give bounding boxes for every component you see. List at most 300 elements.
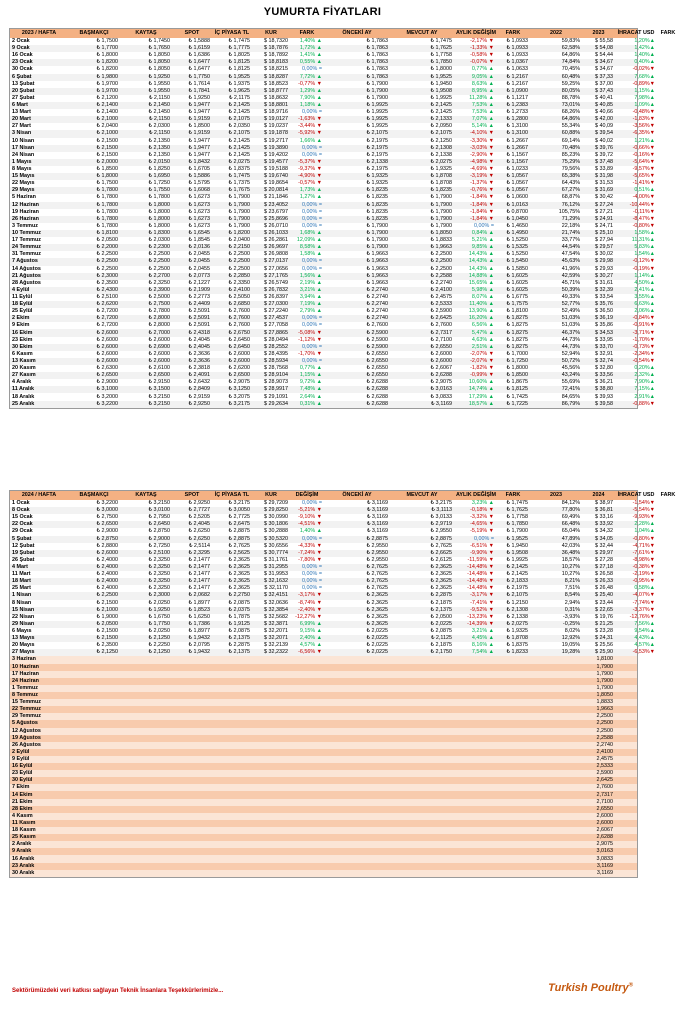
trend-icon: ▲ [488, 649, 494, 656]
week-label: 5 Haziran [12, 194, 36, 201]
prev-month-cell: ₺ 2,1075 [366, 130, 388, 137]
week-label: 6 Mart [12, 102, 28, 109]
monthly-change-cell [454, 351, 496, 358]
trend-icon: ▲ [488, 244, 494, 251]
export-change-cell [615, 223, 657, 230]
export-usd-cell: $ 33,89 [595, 166, 613, 173]
price-cell: ₺ 2,1500 [96, 628, 118, 635]
table-row [10, 642, 655, 649]
price-cell: ₺ 2,0375 [228, 606, 250, 613]
trend-icon: ▼ [488, 542, 494, 549]
price-cell: ₺ 1,9477 [188, 151, 210, 158]
year-diff-cell: 52,77% [561, 301, 580, 308]
trend-icon: = [318, 564, 322, 571]
export-change-value: 1,15% [634, 87, 650, 94]
table-row [10, 556, 655, 564]
monthly-change-cell [454, 223, 496, 230]
export-change-value: -7,74% [632, 599, 650, 606]
price-cell: ₺ 1,8200 [228, 230, 250, 236]
price-cell: ₺ 2,7725 [228, 514, 250, 521]
week-label: 2 Eylül [12, 748, 30, 755]
table-row [10, 393, 655, 400]
price-cell: ₺ 2,2500 [228, 251, 250, 258]
price-cell: $ 26,7832 [264, 286, 288, 293]
price-cell: ₺ 2,6450 [148, 521, 170, 528]
change-value: -0,77% [298, 80, 316, 87]
change-value: 2,79% [299, 308, 316, 315]
change-cell [290, 123, 324, 130]
prev-month-cell: ₺ 2,2740 [366, 315, 388, 322]
price-cell: ₺ 2,6000 [96, 357, 118, 364]
change-cell [290, 38, 324, 45]
cur-month-cell: ₺ 3,1113 [431, 507, 452, 514]
change-value: -6,56% [298, 649, 316, 656]
table-row [10, 507, 655, 514]
price-cell: ₺ 2,2500 [148, 265, 170, 272]
prev-year-cell: ₺ 1,7000 [506, 350, 528, 357]
prev-year-cell: 2,2500 [596, 713, 613, 720]
monthly-change-cell [454, 649, 496, 656]
export-change-value: -9,93% [632, 514, 650, 521]
export-change-value: 1,54% [634, 251, 650, 258]
year-diff-cell: 80,05% [561, 87, 580, 94]
week-label: 15 Nisan [12, 606, 35, 613]
export-change-value: 0,40% [634, 59, 650, 66]
prev-year-cell: 1,8833 [596, 699, 613, 706]
prev-year-cell: 3,1169 [596, 869, 613, 876]
week-label: 4 Eylül [12, 286, 30, 293]
trend-icon: ▼ [316, 514, 322, 521]
table-row [10, 38, 655, 45]
price-cell: $ 32,3854 [264, 606, 288, 613]
export-usd-cell: $ 39,93 [595, 393, 613, 400]
monthly-change-value: 18,57% [468, 400, 488, 407]
price-cell: ₺ 2,1200 [96, 94, 118, 101]
export-change-cell [615, 543, 657, 550]
year-diff-cell: 71,29% [561, 215, 580, 222]
trend-icon: ▲ [488, 642, 494, 649]
export-usd-cell: $ 34,67 [595, 66, 613, 73]
price-cell: ₺ 2,4100 [228, 286, 250, 293]
trend-icon: ▼ [649, 173, 655, 180]
price-cell: $ 19,0237 [264, 123, 288, 130]
monthly-change-cell [454, 237, 496, 244]
table-row [10, 372, 655, 379]
cur-month-cell: ₺ 2,2500 [430, 258, 452, 265]
price-cell: $ 26,5749 [264, 279, 288, 286]
prev-year-cell: ₺ 1,9525 [506, 535, 528, 542]
price-cell: ₺ 2,6432 [188, 379, 210, 386]
week-label: 27 Şubat [12, 94, 35, 101]
price-cell: ₺ 1,8977 [188, 628, 210, 635]
price-cell: ₺ 2,1350 [148, 137, 170, 144]
column-header: 2022 [550, 30, 562, 36]
price-cell: ₺ 2,1425 [228, 102, 250, 109]
trend-icon: ▲ [488, 336, 494, 343]
future-row [10, 678, 637, 685]
prev-month-cell: ₺ 1,9663 [366, 272, 388, 279]
prev-month-cell: ₺ 2,7625 [366, 585, 388, 592]
monthly-change-value: -0,18% [470, 507, 488, 514]
price-cell: ₺ 2,1477 [188, 585, 210, 592]
year-diff-cell: 8,54% [564, 592, 580, 599]
cur-month-cell: ₺ 2,2500 [430, 265, 452, 272]
prev-year-cell: ₺ 1,0567 [506, 180, 528, 187]
price-cell: ₺ 1,8523 [188, 606, 210, 613]
trend-icon: ▼ [488, 180, 494, 187]
price-cell: $ 32,0636 [264, 599, 288, 606]
trend-icon: ▲ [316, 365, 322, 372]
price-cell: ₺ 2,1350 [148, 151, 170, 158]
price-cell: ₺ 2,6000 [148, 357, 170, 364]
price-cell: ₺ 1,7800 [96, 208, 118, 215]
monthly-change-value: 0,77% [471, 66, 488, 73]
trend-icon: ▼ [316, 350, 322, 357]
prev-month-cell: ₺ 1,9663 [366, 265, 388, 272]
change-cell [290, 187, 324, 194]
change-value: 0,00% [302, 151, 318, 158]
export-change-value: 1,40% [634, 52, 650, 59]
trend-icon: = [318, 208, 322, 215]
export-change-cell [615, 351, 657, 358]
price-cell: ₺ 2,6500 [96, 521, 118, 528]
trend-icon: = [318, 215, 322, 222]
year-diff-cell: 64,86% [561, 52, 580, 59]
table-row [10, 528, 655, 535]
export-change-cell [615, 528, 657, 535]
price-cell: ₺ 2,7200 [96, 308, 118, 315]
cur-month-cell: ₺ 2,1250 [430, 137, 452, 144]
price-cell: ₺ 2,3636 [188, 357, 210, 364]
cur-month-cell: ₺ 2,6550 [430, 343, 452, 350]
price-cell: ₺ 1,9477 [188, 137, 210, 144]
export-change-value: -5,65% [632, 173, 650, 180]
change-cell [290, 95, 324, 102]
export-change-cell [615, 251, 657, 258]
week-label: 13 Şubat [12, 80, 35, 87]
monthly-change-value: -1,82% [470, 365, 488, 372]
trend-icon: ▲ [316, 301, 322, 308]
prev-year-cell: 2,6425 [596, 777, 613, 784]
table-row [10, 336, 655, 344]
prev-year-cell: ₺ 1,1567 [506, 158, 528, 165]
prev-year-cell: ₺ 1,2667 [506, 137, 528, 144]
price-cell: ₺ 1,9477 [188, 144, 210, 151]
year-diff-cell: 76,12% [561, 201, 580, 208]
export-change-value: -4,07% [632, 592, 650, 599]
year-diff-cell: 68,26% [561, 109, 580, 116]
export-change-cell [615, 358, 657, 365]
table-row [10, 187, 655, 194]
table-row [10, 549, 655, 557]
export-usd-cell: $ 32,80 [595, 365, 613, 372]
price-cell: ₺ 1,7775 [228, 45, 250, 52]
price-cell: $ 29,1091 [264, 393, 288, 400]
price-cell: ₺ 1,6273 [188, 215, 210, 222]
price-cell: $ 32,2071 [264, 635, 288, 642]
week-label: 20 Mayıs [12, 642, 35, 649]
week-label: 30 Ekim [12, 343, 33, 350]
price-cell: ₺ 2,0500 [96, 237, 118, 244]
week-label: 22 Nisan [12, 613, 35, 620]
monthly-change-cell [454, 180, 496, 187]
cur-month-cell: ₺ 1,9925 [430, 94, 452, 101]
export-usd-cell: $ 26,33 [595, 578, 613, 585]
week-label: 29 Mayıs [12, 187, 35, 194]
week-label: 31 Temmuz [12, 251, 41, 258]
price-cell: ₺ 2,1150 [148, 116, 170, 123]
export-change-cell [615, 187, 657, 194]
prev-year-cell: ₺ 1,2800 [506, 116, 528, 123]
export-change-value: 0,20% [634, 365, 650, 372]
table-row [10, 343, 655, 351]
trend-icon: ▲ [488, 635, 494, 642]
prev-month-cell: ₺ 1,8235 [366, 208, 388, 215]
export-change-value: -0,91% [632, 322, 650, 329]
week-label: 8 Ocak [12, 507, 30, 514]
price-cell: ₺ 2,4300 [96, 286, 118, 293]
price-cell: ₺ 2,7600 [228, 315, 250, 322]
price-cell: ₺ 2,1477 [188, 571, 210, 578]
cur-month-cell: ₺ 2,0275 [430, 158, 452, 165]
prev-year-cell: 2,5333 [596, 763, 613, 770]
monthly-change-value: -1,84% [470, 215, 488, 222]
prev-year-cell: 2,4575 [596, 755, 613, 762]
monthly-change-cell [454, 45, 496, 52]
year-diff-cell: 7,51% [564, 585, 580, 592]
trend-icon: ▼ [488, 571, 494, 578]
change-value: -4,90% [298, 173, 316, 180]
trend-icon: ▼ [488, 350, 494, 357]
table-row [10, 45, 655, 52]
year-diff-cell: 73,01% [561, 102, 580, 109]
column-header: FARK [660, 30, 676, 36]
price-cell: ₺ 2,0136 [188, 244, 210, 251]
table-row [10, 592, 655, 599]
trend-icon: ▼ [488, 528, 494, 535]
export-usd-cell: $ 54,44 [595, 52, 613, 59]
price-cell: $ 28,9073 [264, 379, 288, 386]
price-cell: ₺ 2,1175 [228, 94, 250, 101]
trend-icon: ▼ [649, 322, 655, 329]
prev-year-cell: ₺ 1,5850 [506, 265, 528, 272]
export-change-cell [615, 330, 657, 337]
export-change-cell [615, 564, 657, 571]
cur-month-cell: ₺ 2,2500 [430, 251, 452, 258]
trend-icon: ▼ [649, 180, 655, 187]
export-usd-cell: $ 23,28 [595, 628, 613, 635]
trend-icon: ▼ [488, 585, 494, 592]
price-cell: ₺ 1,7750 [148, 620, 170, 627]
price-cell: ₺ 3,2200 [96, 400, 118, 407]
change-cell [290, 351, 324, 358]
trend-icon: ▲ [316, 393, 322, 400]
price-cell: ₺ 1,7475 [228, 38, 250, 45]
prev-month-cell: ₺ 2,2740 [366, 308, 388, 315]
price-cell: ₺ 2,1425 [228, 151, 250, 158]
price-cell: ₺ 1,6068 [188, 187, 210, 194]
column-header: BAŞMAKÇI [79, 492, 109, 498]
year-diff-cell: 66,48% [561, 521, 580, 528]
monthly-change-cell [454, 280, 496, 287]
export-change-cell [615, 578, 657, 585]
trend-icon: ▼ [488, 59, 494, 66]
trend-icon: ▲ [488, 343, 494, 350]
table-row [10, 521, 655, 528]
export-usd-cell: $ 40,85 [595, 102, 613, 109]
trend-icon: ▲ [316, 102, 322, 109]
price-cell: ₺ 2,2000 [96, 244, 118, 251]
export-change-cell [615, 180, 657, 187]
trend-icon: ▼ [649, 130, 655, 137]
column-header: AYLIK DEĞİŞİM [456, 30, 496, 36]
cur-month-cell: ₺ 2,6425 [430, 315, 452, 322]
trend-icon: ▼ [316, 80, 322, 87]
prev-month-cell: ₺ 3,1169 [366, 500, 388, 507]
week-label: 16 Ekim [12, 329, 33, 336]
table-row [10, 230, 655, 237]
table-row [10, 308, 655, 315]
trend-icon: ▲ [316, 293, 322, 300]
price-cell: ₺ 1,7800 [96, 201, 118, 208]
price-cell: $ 27,0137 [264, 258, 288, 265]
trend-icon: ▼ [316, 166, 322, 173]
table-row [10, 613, 655, 621]
export-change-cell [615, 95, 657, 102]
change-cell [290, 514, 324, 521]
prev-month-cell: ₺ 2,6288 [366, 379, 388, 386]
cur-month-cell: ₺ 1,8050 [430, 230, 452, 236]
prev-year-cell: ₺ 2,0275 [506, 620, 528, 627]
export-change-value: 3,55% [634, 293, 650, 300]
trend-icon: ▼ [316, 599, 322, 606]
export-usd-cell: $ 35,86 [595, 322, 613, 329]
price-cell: ₺ 2,6500 [228, 372, 250, 379]
year-diff-cell: 69,14% [561, 137, 580, 144]
price-cell: ₺ 2,1425 [228, 144, 250, 151]
future-row [10, 784, 637, 791]
price-cell: ₺ 2,9000 [96, 528, 118, 535]
trend-icon: ▲ [649, 230, 655, 236]
price-cell: ₺ 2,8000 [148, 322, 170, 329]
year-diff-cell: 44,73% [561, 336, 580, 343]
prev-year-cell: ₺ 1,5250 [506, 237, 528, 244]
table-row [10, 222, 655, 230]
change-value: 4,57% [299, 642, 316, 649]
year-diff-cell: 42,59% [561, 272, 580, 279]
cur-month-cell: ₺ 3,1169 [430, 400, 452, 407]
price-cell: $ 32,2322 [264, 649, 288, 656]
cur-month-cell: ₺ 2,6288 [430, 372, 452, 379]
price-cell: $ 20,0814 [264, 187, 288, 194]
change-cell [290, 372, 324, 379]
change-value: 1,40% [299, 528, 316, 535]
price-cell: ₺ 2,1000 [96, 606, 118, 613]
table-row [10, 116, 655, 123]
week-label: 14 Ağustos [12, 265, 41, 272]
price-cell: ₺ 2,2500 [96, 258, 118, 265]
prev-year-cell: ₺ 1,6025 [506, 272, 528, 279]
week-label: 28 Ekim [12, 805, 33, 812]
price-cell: ₺ 3,1000 [96, 386, 118, 393]
export-usd-cell: $ 38,80 [595, 386, 613, 393]
prev-month-cell: ₺ 2,6550 [366, 357, 388, 364]
prev-year-cell: ₺ 1,6025 [506, 286, 528, 293]
future-row [10, 848, 637, 855]
cur-month-cell: ₺ 1,8235 [430, 187, 452, 194]
year-diff-cell: 68,87% [561, 194, 580, 201]
future-row [10, 735, 637, 742]
export-change-cell [615, 123, 657, 130]
export-change-cell [615, 308, 657, 315]
price-cell: $ 18,8183 [264, 59, 288, 66]
change-cell [290, 152, 324, 159]
change-cell [290, 116, 324, 123]
export-usd-cell: $ 29,93 [595, 265, 613, 272]
prev-month-cell: ₺ 2,7600 [366, 322, 388, 329]
year-diff-cell: 33,77% [561, 237, 580, 244]
year-diff-cell: 105,75% [558, 208, 580, 215]
export-usd-cell: $ 40,02 [595, 137, 613, 144]
prev-month-cell: ₺ 1,9925 [366, 123, 388, 130]
prev-year-cell: 2,2740 [596, 741, 613, 748]
prev-year-cell: ₺ 1,7225 [506, 400, 528, 407]
monthly-change-cell [454, 52, 496, 59]
trend-icon: ▼ [649, 514, 655, 521]
cur-month-cell: ₺ 1,7475 [430, 38, 452, 45]
monthly-change-value: -2,07% [470, 357, 488, 364]
table-row [10, 80, 655, 88]
trend-icon: ▼ [649, 400, 655, 407]
export-change-value: 6,63% [634, 301, 650, 308]
monthly-change-cell [454, 500, 496, 507]
trend-icon: ▲ [649, 386, 655, 393]
trend-icon: ▼ [649, 350, 655, 357]
change-value: -4,33% [298, 542, 316, 549]
monthly-change-cell [454, 138, 496, 145]
export-usd-cell: $ 31,61 [595, 279, 613, 286]
trend-icon: ▲ [649, 102, 655, 109]
price-cell: $ 27,0656 [264, 265, 288, 272]
export-change-cell [615, 74, 657, 81]
week-label: 26 Şubat [12, 556, 35, 563]
price-cell: ₺ 1,9159 [188, 130, 210, 137]
table-row [10, 258, 655, 265]
column-header: 2024 / HAFTA [21, 492, 57, 498]
change-cell [290, 528, 324, 535]
prev-year-cell: ₺ 1,4950 [506, 230, 528, 236]
export-change-value: -4,00% [632, 194, 650, 201]
price-cell: ₺ 1,9700 [96, 80, 118, 87]
trend-icon: ▼ [649, 158, 655, 165]
cur-month-cell: ₺ 1,7900 [430, 222, 452, 229]
prev-year-cell: ₺ 1,0567 [506, 187, 528, 194]
trend-icon: ▼ [649, 507, 655, 514]
year-diff-cell: 59,83% [561, 38, 580, 45]
prev-year-cell: ₺ 1,7575 [506, 301, 528, 308]
year-diff-cell: 2,94% [564, 599, 580, 606]
export-change-value: -0,12% [632, 258, 650, 265]
prev-year-cell: 2,6067 [596, 827, 613, 834]
monthly-change-cell [454, 585, 496, 592]
price-cell: ₺ 2,5091 [188, 315, 210, 322]
price-cell: ₺ 2,3250 [148, 585, 170, 592]
export-change-cell [615, 401, 657, 408]
trend-icon: ▲ [316, 137, 322, 144]
export-usd-cell: $ 39,72 [595, 151, 613, 158]
price-cell: ₺ 1,9250 [188, 94, 210, 101]
price-cell: $ 29,8250 [264, 507, 288, 514]
